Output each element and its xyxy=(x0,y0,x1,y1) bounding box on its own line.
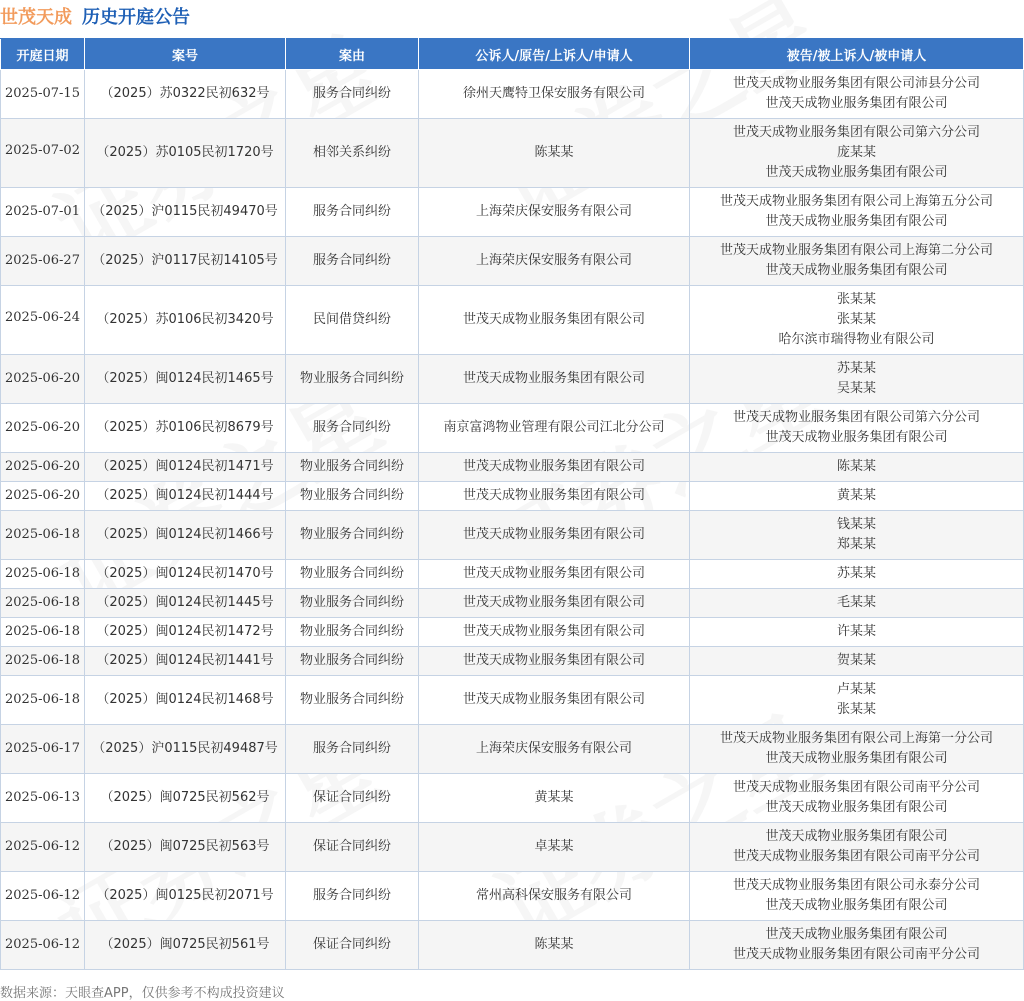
cell-case-number: （2025）沪0115民初49470号 xyxy=(85,188,286,237)
table-row xyxy=(1,872,1024,921)
cell-cause: 保证合同纠纷 xyxy=(286,774,419,823)
cell-defendants xyxy=(690,823,1024,872)
cell-plaintiff: 南京富鸿物业管理有限公司江北分公司 xyxy=(419,404,690,453)
defendant-name: 世茂天成物业服务集团有限公司第六分公司 xyxy=(732,410,980,425)
cell-plaintiff: 世茂天成物业服务集团有限公司 xyxy=(419,482,690,511)
defendant-name: 世茂天成物业服务集团有限公司上海第一分公司 xyxy=(719,731,993,746)
cell-cause: 物业服务合同纠纷 xyxy=(286,647,419,676)
defendant-name: 世茂天成物业服务集团有限公司南平分公司 xyxy=(732,780,980,795)
defendant-name: 苏某某 xyxy=(836,566,876,581)
defendant-name: 郑某某 xyxy=(836,537,876,552)
cell-defendants xyxy=(690,70,1024,119)
defendant-name: 贺某某 xyxy=(836,653,876,668)
table-body xyxy=(1,70,1024,970)
brand-name: 世茂天成 xyxy=(0,7,72,28)
cell-date: 2025-06-12 xyxy=(1,823,85,872)
cell-cause: 物业服务合同纠纷 xyxy=(286,560,419,589)
cell-case-number: （2025）闽0124民初1471号 xyxy=(85,453,286,482)
column-header-date: 开庭日期 xyxy=(1,39,85,70)
page-title: 历史开庭公告 xyxy=(82,7,190,28)
table-row xyxy=(1,725,1024,774)
cell-date: 2025-06-18 xyxy=(1,618,85,647)
defendant-name: 世茂天成物业服务集团有限公司南平分公司 xyxy=(732,849,980,864)
cell-plaintiff: 世茂天成物业服务集团有限公司 xyxy=(419,676,690,725)
cell-defendants xyxy=(690,453,1024,482)
cell-date: 2025-07-01 xyxy=(1,188,85,237)
cell-case-number: （2025）闽0124民初1441号 xyxy=(85,647,286,676)
defendant-name: 张某某 xyxy=(836,292,876,307)
column-header-case-number: 案号 xyxy=(85,39,286,70)
cell-plaintiff: 世茂天成物业服务集团有限公司 xyxy=(419,286,690,355)
cell-defendants xyxy=(690,355,1024,404)
cell-cause: 服务合同纠纷 xyxy=(286,404,419,453)
cell-cause: 服务合同纠纷 xyxy=(286,70,419,119)
cell-defendants xyxy=(690,589,1024,618)
defendant-name: 世茂天成物业服务集团有限公司 xyxy=(765,165,948,180)
cell-cause: 保证合同纠纷 xyxy=(286,921,419,970)
table-row xyxy=(1,119,1024,188)
cell-defendants xyxy=(690,188,1024,237)
cell-defendants xyxy=(690,872,1024,921)
cell-defendants xyxy=(690,618,1024,647)
cell-cause: 物业服务合同纠纷 xyxy=(286,618,419,647)
table-row xyxy=(1,453,1024,482)
cell-case-number: （2025）闽0124民初1444号 xyxy=(85,482,286,511)
cell-defendants xyxy=(690,404,1024,453)
defendant-name: 世茂天成物业服务集团有限公司 xyxy=(765,927,948,942)
cell-date: 2025-06-24 xyxy=(1,286,85,355)
cell-defendants xyxy=(690,774,1024,823)
cell-case-number: （2025）闽0124民初1465号 xyxy=(85,355,286,404)
defendant-name: 世茂天成物业服务集团有限公司 xyxy=(765,829,948,844)
cell-cause: 服务合同纠纷 xyxy=(286,872,419,921)
cell-cause: 服务合同纠纷 xyxy=(286,725,419,774)
cell-date: 2025-07-15 xyxy=(1,70,85,119)
cell-case-number: （2025）闽0725民初563号 xyxy=(85,823,286,872)
defendant-name: 世茂天成物业服务集团有限公司南平分公司 xyxy=(732,947,980,962)
cell-case-number: （2025）闽0124民初1472号 xyxy=(85,618,286,647)
cell-cause: 物业服务合同纠纷 xyxy=(286,482,419,511)
cell-defendants xyxy=(690,921,1024,970)
cell-case-number: （2025）闽0725民初561号 xyxy=(85,921,286,970)
table-row xyxy=(1,647,1024,676)
cell-plaintiff: 陈某某 xyxy=(419,921,690,970)
table-row xyxy=(1,774,1024,823)
cell-cause: 物业服务合同纠纷 xyxy=(286,589,419,618)
defendant-name: 世茂天成物业服务集团有限公司 xyxy=(765,800,948,815)
cell-cause: 保证合同纠纷 xyxy=(286,823,419,872)
cell-case-number: （2025）苏0105民初1720号 xyxy=(85,119,286,188)
cell-cause: 服务合同纠纷 xyxy=(286,237,419,286)
table-row xyxy=(1,589,1024,618)
cell-date: 2025-06-18 xyxy=(1,511,85,560)
cell-date: 2025-06-20 xyxy=(1,453,85,482)
column-header-cause: 案由 xyxy=(286,39,419,70)
cell-cause: 相邻关系纠纷 xyxy=(286,119,419,188)
cell-cause: 民间借贷纠纷 xyxy=(286,286,419,355)
cell-defendants xyxy=(690,482,1024,511)
defendant-name: 许某某 xyxy=(836,624,876,639)
cell-case-number: （2025）闽0124民初1468号 xyxy=(85,676,286,725)
cell-plaintiff: 世茂天成物业服务集团有限公司 xyxy=(419,560,690,589)
column-header-plaintiff: 公诉人/原告/上诉人/申请人 xyxy=(419,39,690,70)
defendant-name: 张某某 xyxy=(836,312,876,327)
cell-case-number: （2025）沪0115民初49487号 xyxy=(85,725,286,774)
cell-date: 2025-06-18 xyxy=(1,589,85,618)
table-row xyxy=(1,70,1024,119)
cell-case-number: （2025）闽0124民初1470号 xyxy=(85,560,286,589)
cell-case-number: （2025）苏0106民初8679号 xyxy=(85,404,286,453)
defendant-name: 世茂天成物业服务集团有限公司第六分公司 xyxy=(732,125,980,140)
cell-plaintiff: 黄某某 xyxy=(419,774,690,823)
defendant-name: 苏某某 xyxy=(836,361,876,376)
table-row xyxy=(1,355,1024,404)
defendant-name: 张某某 xyxy=(836,702,876,717)
defendant-name: 钱某某 xyxy=(836,517,876,532)
cell-plaintiff: 世茂天成物业服务集团有限公司 xyxy=(419,647,690,676)
cell-defendants xyxy=(690,286,1024,355)
cell-plaintiff: 卓某某 xyxy=(419,823,690,872)
column-header-defendant: 被告/被上诉人/被申请人 xyxy=(690,39,1024,70)
cell-plaintiff: 世茂天成物业服务集团有限公司 xyxy=(419,453,690,482)
table-row xyxy=(1,188,1024,237)
defendant-name: 世茂天成物业服务集团有限公司沛县分公司 xyxy=(732,76,980,91)
data-source-note: 数据来源：天眼查APP，仅供参考不构成投资建议 xyxy=(0,986,285,1001)
cell-plaintiff: 世茂天成物业服务集团有限公司 xyxy=(419,618,690,647)
cell-date: 2025-06-18 xyxy=(1,560,85,589)
defendant-name: 世茂天成物业服务集团有限公司 xyxy=(765,430,948,445)
table-row xyxy=(1,404,1024,453)
cell-plaintiff: 常州高科保安服务有限公司 xyxy=(419,872,690,921)
defendant-name: 世茂天成物业服务集团有限公司 xyxy=(765,751,948,766)
table-row xyxy=(1,482,1024,511)
defendant-name: 陈某某 xyxy=(836,459,876,474)
defendant-name: 世茂天成物业服务集团有限公司上海第五分公司 xyxy=(719,194,993,209)
defendant-name: 哈尔滨市瑞得物业有限公司 xyxy=(778,332,935,347)
cell-date: 2025-06-20 xyxy=(1,482,85,511)
cell-date: 2025-07-02 xyxy=(1,119,85,188)
cell-cause: 物业服务合同纠纷 xyxy=(286,453,419,482)
cell-plaintiff: 上海荣庆保安服务有限公司 xyxy=(419,188,690,237)
cell-date: 2025-06-20 xyxy=(1,355,85,404)
court-announcement-table xyxy=(0,38,1024,970)
cell-defendants xyxy=(690,560,1024,589)
cell-case-number: （2025）闽0125民初2071号 xyxy=(85,872,286,921)
cell-plaintiff: 世茂天成物业服务集团有限公司 xyxy=(419,511,690,560)
table-header-row xyxy=(1,39,1024,70)
cell-plaintiff: 世茂天成物业服务集团有限公司 xyxy=(419,355,690,404)
cell-plaintiff: 陈某某 xyxy=(419,119,690,188)
cell-date: 2025-06-12 xyxy=(1,921,85,970)
defendant-name: 世茂天成物业服务集团有限公司永泰分公司 xyxy=(732,878,980,893)
cell-defendants xyxy=(690,119,1024,188)
cell-defendants xyxy=(690,647,1024,676)
cell-date: 2025-06-12 xyxy=(1,872,85,921)
table-row xyxy=(1,823,1024,872)
cell-defendants xyxy=(690,237,1024,286)
cell-cause: 服务合同纠纷 xyxy=(286,188,419,237)
cell-cause: 物业服务合同纠纷 xyxy=(286,511,419,560)
cell-case-number: （2025）苏0106民初3420号 xyxy=(85,286,286,355)
cell-case-number: （2025）苏0322民初632号 xyxy=(85,70,286,119)
defendant-name: 世茂天成物业服务集团有限公司 xyxy=(765,898,948,913)
cell-date: 2025-06-17 xyxy=(1,725,85,774)
defendant-name: 毛某某 xyxy=(836,595,876,610)
cell-plaintiff: 徐州天鹰特卫保安服务有限公司 xyxy=(419,70,690,119)
defendant-name: 世茂天成物业服务集团有限公司 xyxy=(765,96,948,111)
cell-date: 2025-06-20 xyxy=(1,404,85,453)
cell-cause: 物业服务合同纠纷 xyxy=(286,676,419,725)
cell-plaintiff: 上海荣庆保安服务有限公司 xyxy=(419,725,690,774)
cell-case-number: （2025）闽0725民初562号 xyxy=(85,774,286,823)
defendant-name: 吴某某 xyxy=(836,381,876,396)
title-bar xyxy=(0,0,1024,32)
table-row xyxy=(1,560,1024,589)
defendant-name: 世茂天成物业服务集团有限公司 xyxy=(765,263,948,278)
cell-cause: 物业服务合同纠纷 xyxy=(286,355,419,404)
cell-defendants xyxy=(690,725,1024,774)
cell-defendants xyxy=(690,676,1024,725)
cell-date: 2025-06-18 xyxy=(1,647,85,676)
cell-date: 2025-06-13 xyxy=(1,774,85,823)
cell-case-number: （2025）沪0117民初14105号 xyxy=(85,237,286,286)
defendant-name: 卢某某 xyxy=(836,682,876,697)
table-row xyxy=(1,618,1024,647)
defendant-name: 世茂天成物业服务集团有限公司上海第二分公司 xyxy=(719,243,993,258)
defendant-name: 黄某某 xyxy=(836,488,876,503)
cell-date: 2025-06-27 xyxy=(1,237,85,286)
table-row xyxy=(1,511,1024,560)
table-row xyxy=(1,237,1024,286)
table-row xyxy=(1,286,1024,355)
cell-date: 2025-06-18 xyxy=(1,676,85,725)
table-row xyxy=(1,676,1024,725)
cell-plaintiff: 上海荣庆保安服务有限公司 xyxy=(419,237,690,286)
cell-case-number: （2025）闽0124民初1466号 xyxy=(85,511,286,560)
defendant-name: 世茂天成物业服务集团有限公司 xyxy=(765,214,948,229)
table-row xyxy=(1,921,1024,970)
defendant-name: 庞某某 xyxy=(836,145,876,160)
cell-defendants xyxy=(690,511,1024,560)
cell-case-number: （2025）闽0124民初1445号 xyxy=(85,589,286,618)
cell-plaintiff: 世茂天成物业服务集团有限公司 xyxy=(419,589,690,618)
